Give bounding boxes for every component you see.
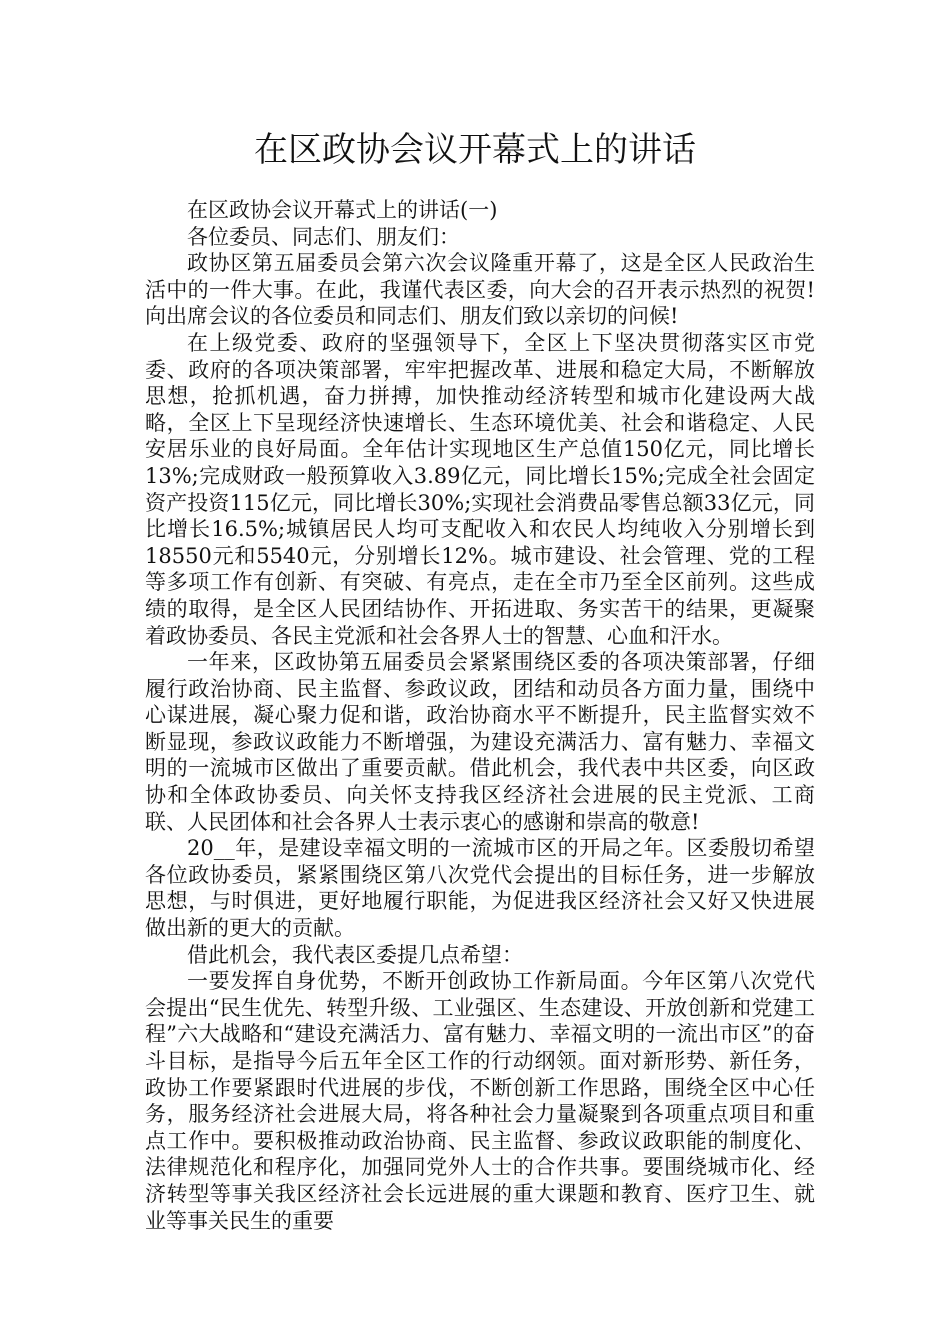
body-paragraph: 20__年，是建设幸福文明的一流城市区的开局之年。区委殷切希望各位政协委员，紧紧围绕区第八次党代会提出的目标任务，进一步解放思想，与时俱进，更好地履行职能，为促进我区经济社会又好又快进展做出新的更大的贡献。 (145, 836, 815, 941)
body-paragraph: 借此机会，我代表区委提几点希望： (187, 942, 523, 967)
body-paragraph: 一要发挥自身优势，不断开创政协工作新局面。今年区第八次党代会提出“民生优先、转型升级、工业强区、生态建设、开放创新和党建工程”六大战略和“建设充满活力、富有魅力、幸福文明的一流出市区”的奋斗目标，是指导今后五年全区工作的行动纲领。面对新形势、新任务，政协工作要紧跟时代进展的步伐，不断创新工作思路，围绕全区中心任务，服务经济社会进展大局，将各种社会力量凝聚到各项重点项目和重点工作中。要积极推动政治协商、民主监督、参政议政职能的制度化、法律规范化和程序化，加强同党外人士的合作共事。要围绕城市化、经济转型等事关我区经济社会长远进展的重大课题和教育、医疗卫生、就业等事关民生的重要 (145, 969, 815, 1233)
body-paragraph: 一年来，区政协第五届委员会紧紧围绕区委的各项决策部署，仔细履行政治协商、民主监督、参政议政，团结和动员各方面力量，围绕中心谋进展，凝心聚力促和谐，政治协商水平不断提升，民主监督实效不断显现，参政议政能力不断增强，为建设充满活力、富有魅力、幸福文明的一流城市区做出了重要贡献。借此机会，我代表中共区委，向区政协和全体政协委员、向关怀支持我区经济社会进展的民主党派、工商联、人民团体和社会各界人士表示衷心的感谢和崇高的敬意! (145, 650, 815, 834)
body-paragraph: 在上级党委、政府的坚强领导下，全区上下坚决贯彻落实区市党委、政府的各项决策部署，牢牢把握改革、进展和稳定大局，不断解放思想，抢抓机遇，奋力拼搏，加快推动经济转型和城市化建设两大战略，全区上下呈现经济快速增长、生态环境优美、社会和谐稳定、人民安居乐业的良好局面。全年估计实现地区生产总值150亿元，同比增长13%;完成财政一般预算收入3.89亿元，同比增长15%;完成全社会固定资产投资115亿元，同比增长30%;实现社会消费品零售总额33亿元，同比增长16.5%;城镇居民人均可支配收入和农民人均纯收入分别增长到18550元和5540元，分别增长12%。城市建设、社会管理、党的工程等多项工作有创新、有突破、有亮点，走在全市乃至全区前列。这些成绩的取得，是全区人民团结协作、开拓进取、务实苦干的结果，更凝聚着政协委员、各民主党派和社会各界人士的智慧、心血和汗水。 (145, 330, 815, 648)
subtitle-paragraph: 在区政协会议开幕式上的讲话(一) (187, 198, 498, 222)
document-body (145, 197, 815, 1234)
body-paragraph: 政协区第五届委员会第六次会议隆重开幕了，这是全区人民政治生活中的一件大事。在此，我谨代表区委，向大会的召开表示热烈的祝贺!向出席会议的各位委员和同志们、朋友们致以亲切的问候! (145, 251, 815, 329)
salutation-paragraph: 各位委员、同志们、朋友们： (187, 224, 460, 249)
document-title: 在区政协会议开幕式上的讲话 (254, 130, 696, 170)
